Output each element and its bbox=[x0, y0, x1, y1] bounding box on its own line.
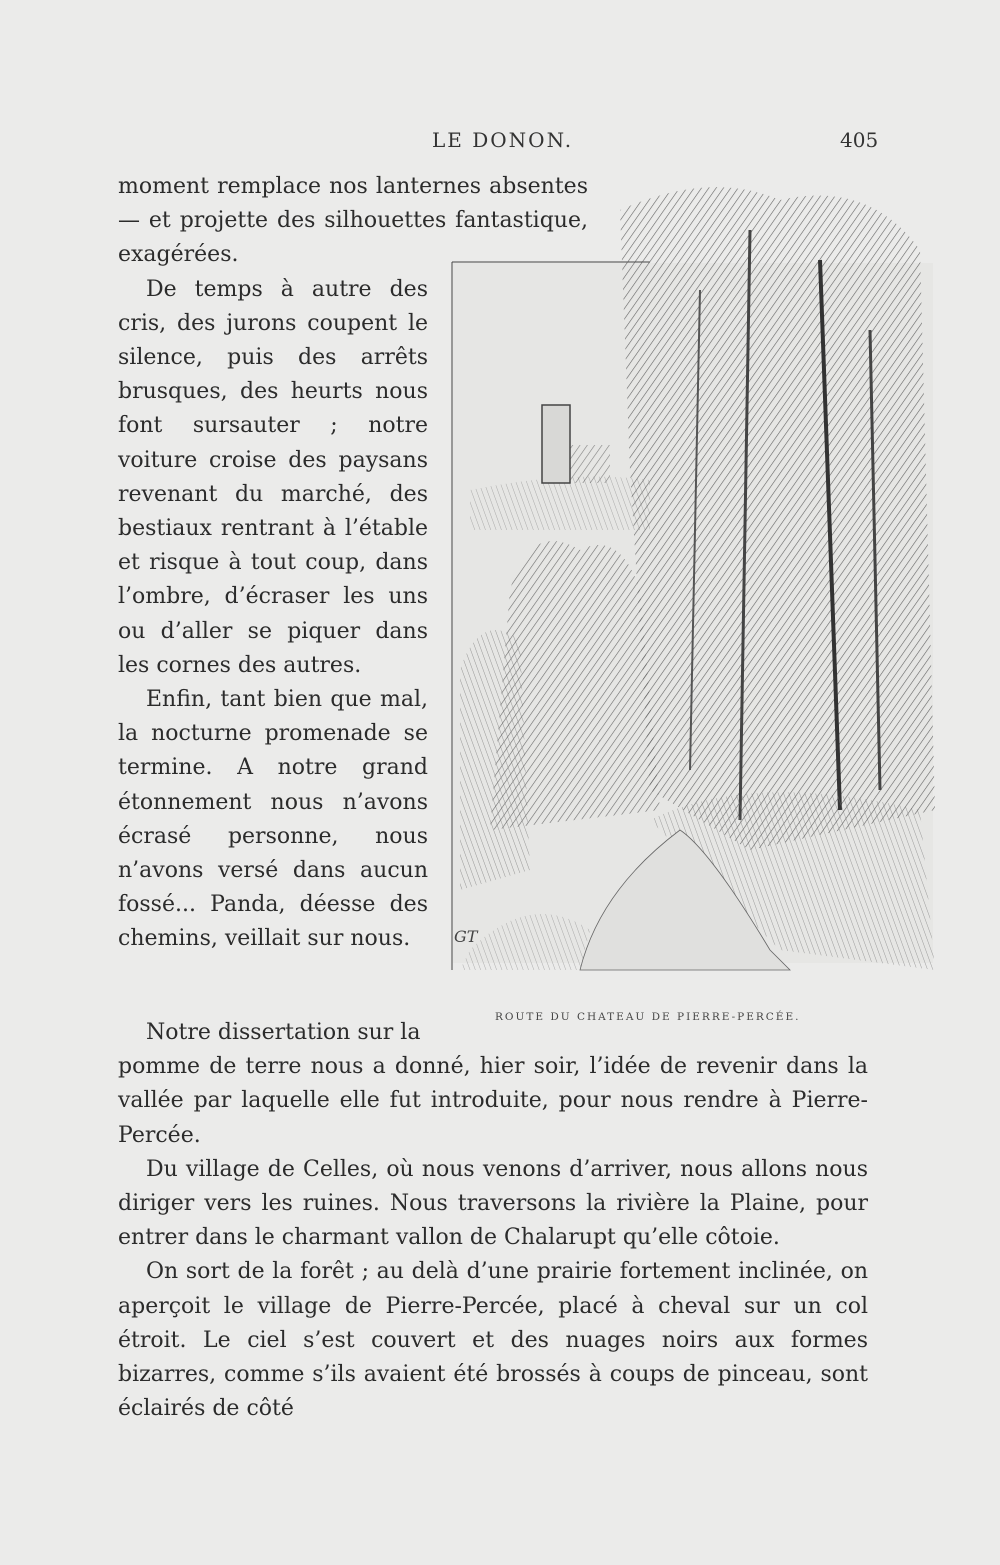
paragraph-4 bbox=[118, 1016, 868, 1153]
paragraph-4-start: Notre dissertation sur la bbox=[146, 1020, 421, 1045]
page-number: 405 bbox=[840, 128, 879, 152]
paragraph-3: Enfin, tant bien que mal, la nocturne promenade se termine. A notre grand étonnement nous n’avons écrasé personne, nous n’avons versé dans aucun fossé... Panda, déesse des chemins, veillait sur nous. bbox=[118, 687, 428, 952]
forest-road-engraving bbox=[450, 170, 935, 995]
running-title: LE DONON. bbox=[432, 128, 574, 152]
paragraph-4-rest: pomme de terre nous a donné, hier soir, l’idée de revenir dans la vallée par laquelle elle fut introduite, pour nous rendre à Pierre-Percée. bbox=[118, 1054, 868, 1148]
body-text bbox=[118, 1016, 868, 1426]
paragraph-2: De temps à autre des cris, des jurons coupent le silence, puis des arrêts brusques, des heurts nous font sursauter ; notre voiture croise des paysans revenant du marché, des bestiaux rentrant à l’étable et risque à tout coup, dans l’ombre, d’écraser les uns ou d’aller se piquer dans les cornes des autres. bbox=[118, 276, 428, 678]
page-header bbox=[0, 128, 1000, 158]
paragraph-1: moment remplace nos lanternes absentes — et projette des silhouettes fantastique, exagérées. bbox=[118, 174, 588, 268]
illustration-caption: ROUTE DU CHATEAU DE PIERRE-PERCÉE. bbox=[495, 1011, 801, 1023]
paragraph-5: Du village de Celles, où nous venons d’arriver, nous allons nous diriger vers les ruines. Nous traversons la rivière la Plaine, pour entrer dans le charmant vallon de Chalarupt qu’elle côtoie. bbox=[118, 1156, 868, 1251]
engraving-image bbox=[450, 170, 935, 995]
artist-signature: GT bbox=[454, 927, 478, 946]
castle-tower bbox=[542, 405, 570, 483]
paragraph-6: On sort de la forêt ; au delà d’une prairie fortement inclinée, on aperçoit le village de Pierre-Percée, placé à cheval sur un col étroit. Le ciel s’est couvert et des nuages noirs aux formes bizarres, comme s’ils avaient été brossés à coups de pinceau, sont éclairés de côté bbox=[118, 1259, 868, 1422]
